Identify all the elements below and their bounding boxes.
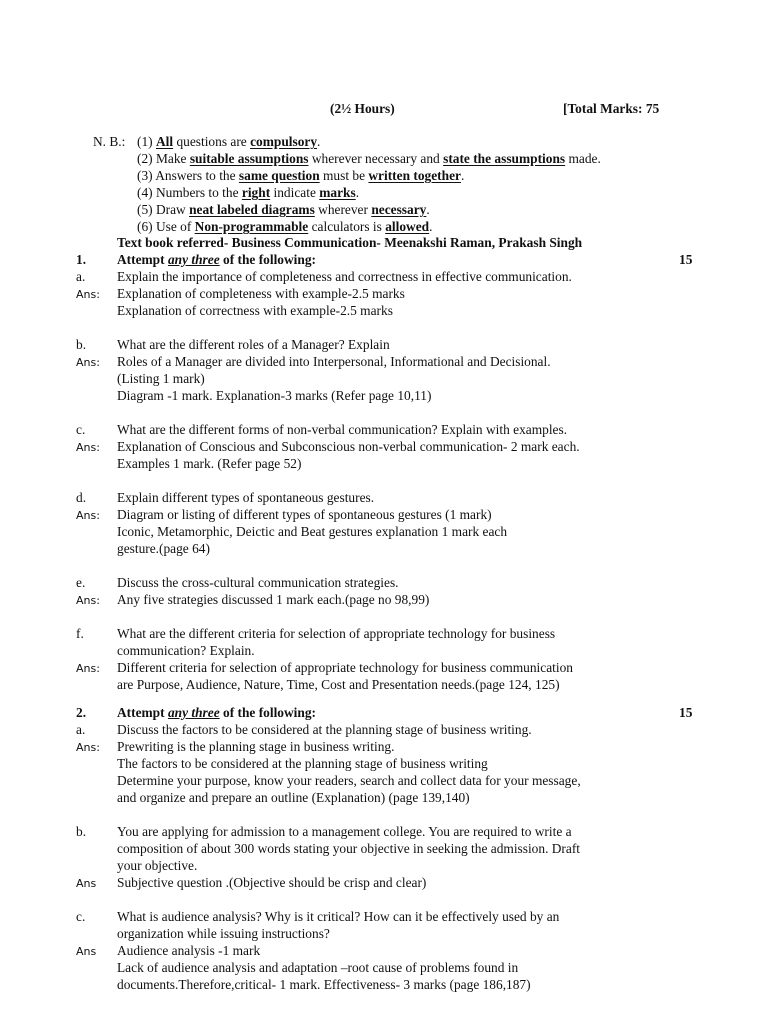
answer-text: Roles of a Manager are divided into Interpersonal, Informational and Decisional. [117, 354, 551, 369]
answer-label: Ans: [76, 509, 100, 522]
nb-text: Answers to the [155, 168, 239, 183]
nb-text: . [355, 185, 360, 200]
nb-emphasis: right [241, 185, 271, 200]
nb-text: indicate [270, 185, 320, 200]
answer-text: Determine your purpose, know your readers, search and collect data for your message, [117, 773, 581, 788]
heading-text: Attempt [117, 252, 168, 267]
textbook-reference: Text book referred- Business Communication- Meenakshi Raman, Prakash Singh [117, 235, 583, 250]
nb-rule-number: (4) [137, 185, 156, 200]
question-text: Discuss the factors to be considered at the planning stage of business writing. [117, 722, 532, 737]
answer-text: Any five strategies discussed 1 mark each.(page no 98,99) [117, 592, 430, 607]
answer-text: The factors to be considered at the planning stage of business writing [117, 756, 488, 771]
nb-rule [137, 218, 432, 235]
nb-rule [137, 167, 464, 184]
section-marks: 15 [679, 705, 693, 720]
answer-text: and organize and prepare an outline (Explanation) (page 139,140) [117, 790, 470, 805]
nb-text: wherever necessary and [308, 151, 444, 166]
answer-text: Diagram or listing of different types of spontaneous gestures (1 mark) [117, 507, 492, 522]
nb-text: Numbers to the [155, 185, 242, 200]
sub-question-letter: a. [76, 722, 86, 737]
nb-label: N. B.: [93, 134, 126, 149]
answer-text: Explanation of completeness with example-2.5 marks [117, 286, 405, 301]
nb-emphasis: All [155, 134, 174, 149]
nb-rule-number: (3) [137, 168, 156, 183]
question-text: You are applying for admission to a management college. You are required to write a [117, 824, 572, 839]
question-text: What is audience analysis? Why is it critical? How can it be effectively used by an [117, 909, 560, 924]
nb-text: . [460, 168, 465, 183]
nb-text: questions are [173, 134, 251, 149]
sub-question-letter: c. [76, 422, 86, 437]
answer-label: Ans: [76, 356, 100, 369]
sub-question-letter: f. [76, 626, 84, 641]
question-heading [117, 251, 316, 268]
nb-rule [137, 133, 320, 150]
answer-text: Explanation of correctness with example-2.5 marks [117, 303, 393, 318]
question-number: 2. [76, 705, 87, 720]
answer-text: Lack of audience analysis and adaptation –root cause of problems found in [117, 960, 519, 975]
nb-text: calculators is [308, 219, 386, 234]
answer-label: Ans [76, 945, 97, 958]
sub-question-letter: c. [76, 909, 86, 924]
answer-text: Subjective question .(Objective should be crisp and clear) [117, 875, 427, 890]
nb-text: made. [565, 151, 601, 166]
nb-emphasis: suitable assumptions [189, 151, 309, 166]
answer-text: (Listing 1 mark) [117, 371, 205, 386]
answer-text: Iconic, Metamorphic, Deictic and Beat gestures explanation 1 mark each [117, 524, 508, 539]
heading-emphasis: any three [167, 705, 220, 720]
nb-text: . [317, 134, 321, 149]
nb-emphasis: compulsory [250, 134, 318, 149]
question-number: 1. [76, 252, 87, 267]
sub-question-letter: d. [76, 490, 87, 505]
nb-emphasis: marks [319, 185, 356, 200]
answer-label: Ans: [76, 662, 100, 675]
nb-rule-number: (2) [137, 151, 156, 166]
sub-question-letter: e. [76, 575, 86, 590]
heading-text: of the following: [219, 252, 316, 267]
answer-text: Prewriting is the planning stage in business writing. [117, 739, 395, 754]
exam-duration: (2½ Hours) [330, 101, 395, 116]
nb-emphasis: allowed [385, 219, 430, 234]
nb-emphasis: necessary [371, 202, 427, 217]
nb-rule [137, 201, 430, 218]
question-text: composition of about 300 words stating your objective in seeking the admission. Draft [117, 841, 581, 856]
question-heading [117, 704, 316, 721]
question-text: What are the different forms of non-verbal communication? Explain with examples. [117, 422, 568, 437]
answer-text: Explanation of Conscious and Subconscious non-verbal communication- 2 mark each. [117, 439, 580, 454]
nb-text: . [429, 219, 433, 234]
answer-label: Ans: [76, 441, 100, 454]
nb-emphasis: written together [368, 168, 461, 183]
answer-text: Audience analysis -1 mark [117, 943, 261, 958]
question-text: Explain different types of spontaneous gestures. [117, 490, 375, 505]
section-marks: 15 [679, 252, 693, 267]
answer-label: Ans: [76, 741, 100, 754]
nb-emphasis: state the assumptions [443, 151, 566, 166]
question-text: Discuss the cross-cultural communication strategies. [117, 575, 399, 590]
heading-emphasis: any three [167, 252, 220, 267]
heading-text: Attempt [117, 705, 168, 720]
answer-label: Ans [76, 877, 97, 890]
nb-rule-number: (5) [137, 202, 156, 217]
question-text: What are the different roles of a Manager? Explain [117, 337, 390, 352]
nb-rule [137, 184, 359, 201]
question-text: Explain the importance of completeness and correctness in effective communication. [117, 269, 572, 284]
nb-emphasis: same question [238, 168, 320, 183]
nb-rule-number: (1) [137, 134, 156, 149]
nb-text: Make [155, 151, 190, 166]
nb-text: Draw [155, 202, 190, 217]
question-text: communication? Explain. [117, 643, 255, 658]
heading-text: of the following: [219, 705, 316, 720]
answer-text: Different criteria for selection of appropriate technology for business communication [117, 660, 573, 675]
nb-emphasis: neat labeled diagrams [189, 202, 315, 217]
sub-question-letter: a. [76, 269, 86, 284]
answer-text: documents.Therefore,critical- 1 mark. Effectiveness- 3 marks (page 186,187) [117, 977, 531, 992]
nb-rule [137, 150, 601, 167]
question-text: your objective. [117, 858, 198, 873]
nb-rule-number: (6) [137, 219, 156, 234]
nb-text: Use of [155, 219, 195, 234]
nb-text: must be [319, 168, 369, 183]
total-marks: [Total Marks: 75 [563, 101, 660, 116]
answer-label: Ans: [76, 594, 100, 607]
answer-text: Diagram -1 mark. Explanation-3 marks (Refer page 10,11) [117, 388, 432, 403]
nb-emphasis: Non-programmable [194, 219, 309, 234]
question-text: What are the different criteria for selection of appropriate technology for business [117, 626, 556, 641]
nb-text: wherever [314, 202, 372, 217]
question-text: organization while issuing instructions? [117, 926, 330, 941]
sub-question-letter: b. [76, 337, 87, 352]
answer-text: Examples 1 mark. (Refer page 52) [117, 456, 302, 471]
answer-label: Ans: [76, 288, 100, 301]
sub-question-letter: b. [76, 824, 87, 839]
answer-text: gesture.(page 64) [117, 541, 210, 556]
nb-text: . [426, 202, 430, 217]
answer-text: are Purpose, Audience, Nature, Time, Cost and Presentation needs.(page 124, 125) [117, 677, 560, 692]
